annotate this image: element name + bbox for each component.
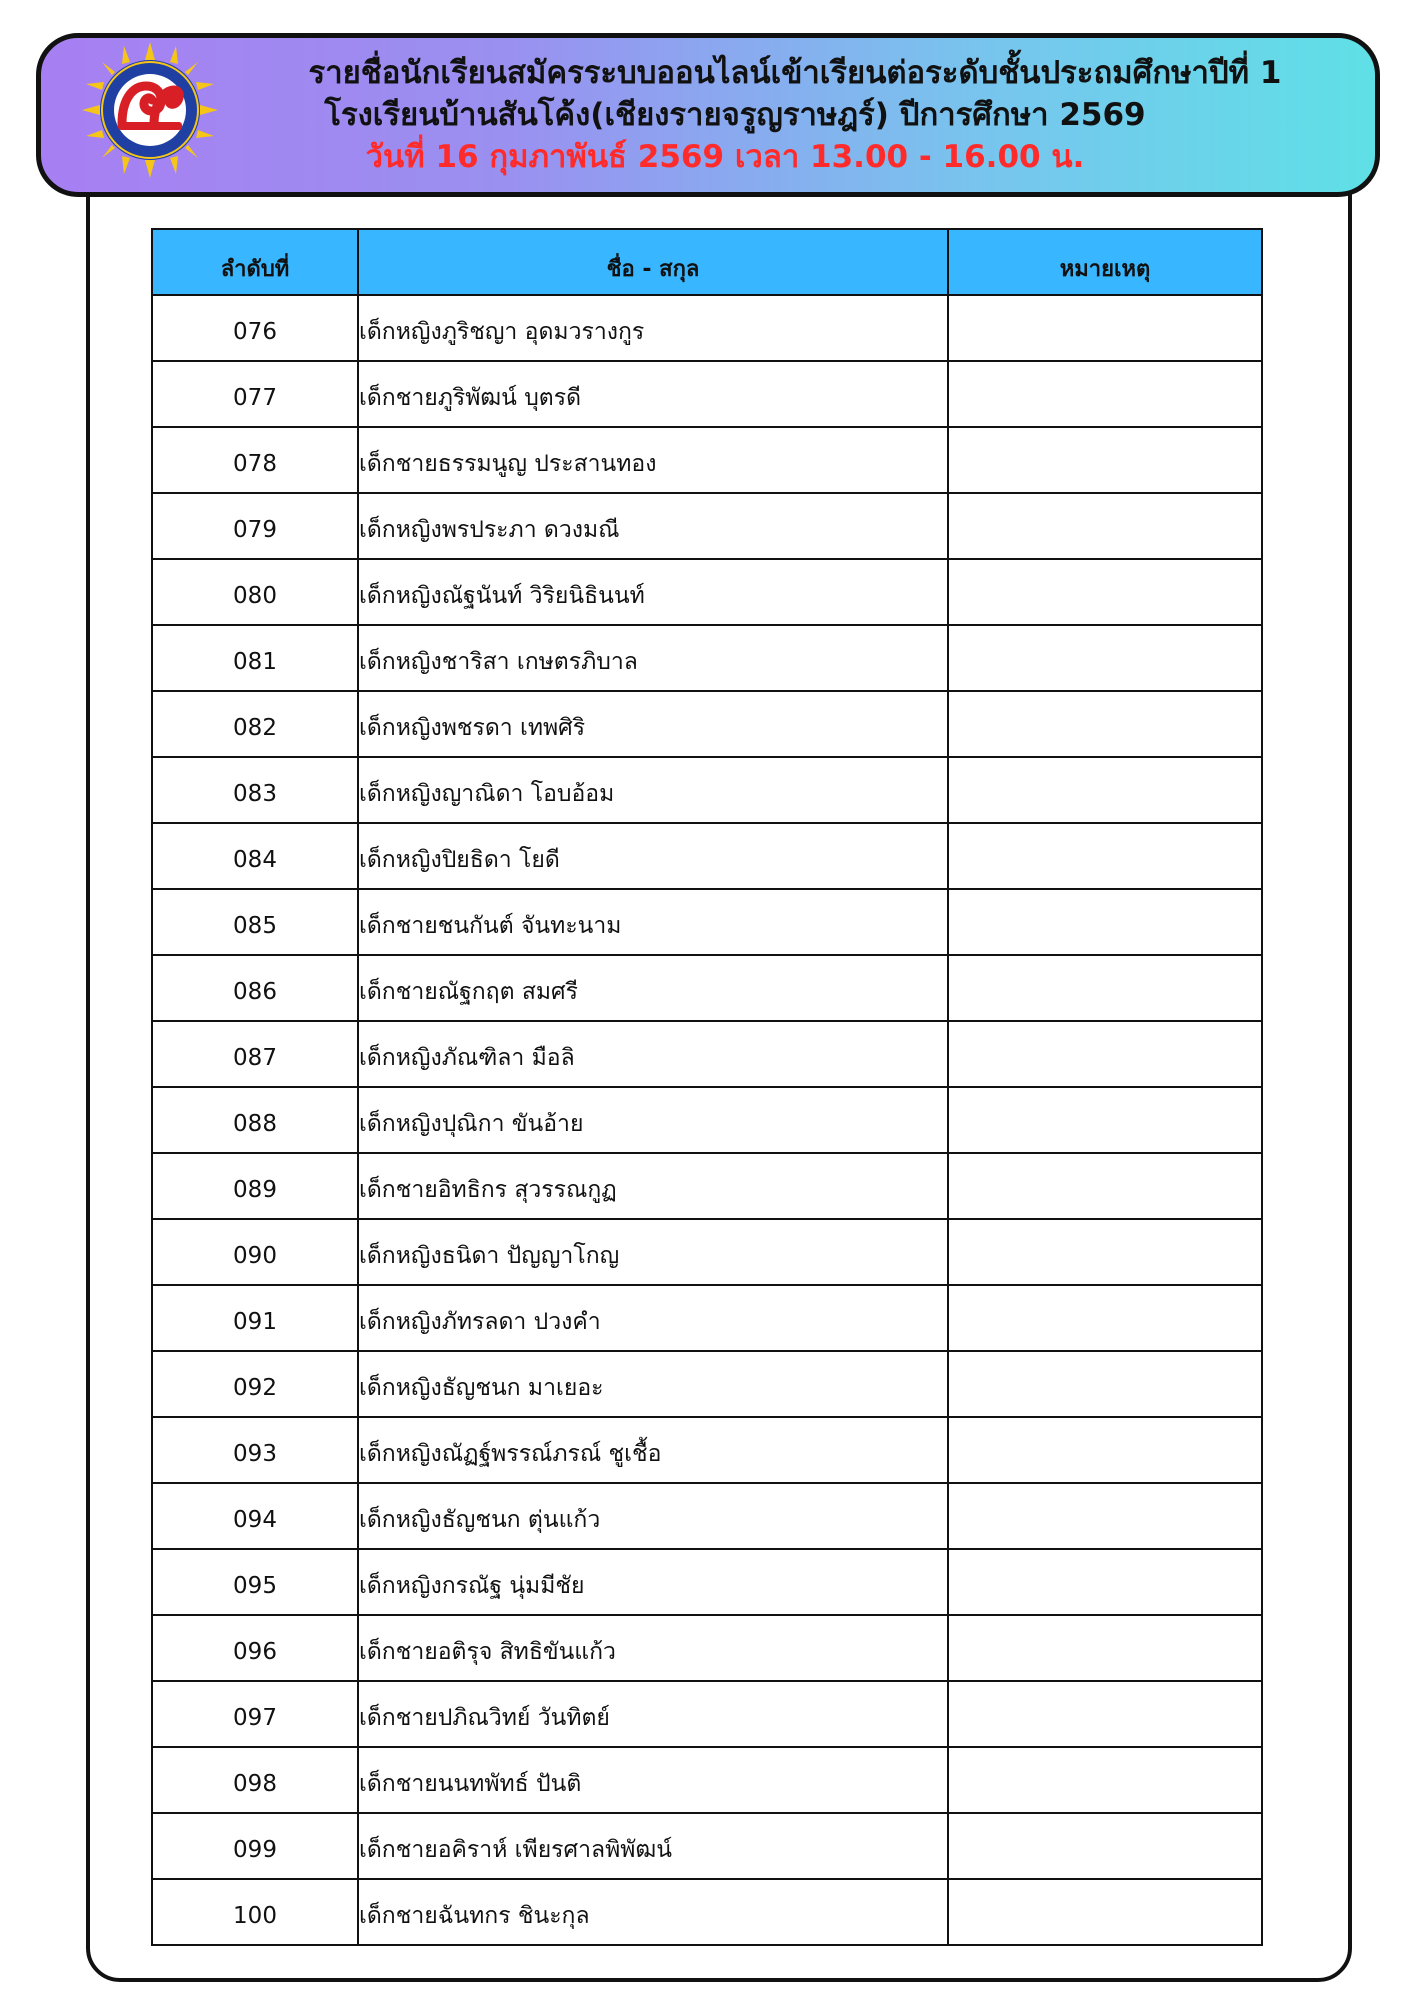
table-row [152,625,1262,691]
row-number: 099 [152,1813,358,1879]
row-note [948,1021,1262,1087]
row-note [948,1747,1262,1813]
student-name: เด็กชายภูริพัฒน์ บุตรดี [358,361,948,427]
row-note [948,361,1262,427]
student-name: เด็กชายธรรมนูญ ประสานทอง [358,427,948,493]
student-name: เด็กหญิงชาริสา เกษตรภิบาล [358,625,948,691]
student-name: เด็กชายชนกันต์ จันทะนาม [358,889,948,955]
row-number: 087 [152,1021,358,1087]
row-note [948,757,1262,823]
table-row [152,1615,1262,1681]
student-name: เด็กหญิงณัฏฐ์พรรณ์ภรณ์ ชูเชื้อ [358,1417,948,1483]
row-number: 080 [152,559,358,625]
table-body [152,295,1262,1945]
table-row [152,295,1262,361]
row-note [948,1285,1262,1351]
row-number: 088 [152,1087,358,1153]
student-name: เด็กหญิงธนิดา ปัญญาโกญ [358,1219,948,1285]
table-row [152,1351,1262,1417]
table-row [152,559,1262,625]
table-row [152,361,1262,427]
table-row [152,1219,1262,1285]
table-row [152,1549,1262,1615]
student-name: เด็กชายฉันทกร ชินะกุล [358,1879,948,1945]
row-note [948,625,1262,691]
row-number: 093 [152,1417,358,1483]
row-note [948,427,1262,493]
row-number: 092 [152,1351,358,1417]
row-number: 081 [152,625,358,691]
row-number: 076 [152,295,358,361]
student-name: เด็กหญิงกรณัฐ นุ่มมีชัย [358,1549,948,1615]
row-note [948,823,1262,889]
student-name: เด็กชายอคิราห์ เพียรศาลพิพัฒน์ [358,1813,948,1879]
row-note [948,295,1262,361]
row-note [948,1549,1262,1615]
student-name: เด็กชายอติรุจ สิทธิขันแก้ว [358,1615,948,1681]
table-row [152,1813,1262,1879]
student-roster-table [151,228,1263,1946]
row-note [948,955,1262,1021]
row-note [948,559,1262,625]
table-row [152,889,1262,955]
student-name: เด็กหญิงพรประภา ดวงมณี [358,493,948,559]
row-number: 095 [152,1549,358,1615]
school-name-line: โรงเรียนบ้านสันโค้ง(เชียงรายจรูญราษฎร์) ปีการศึกษา 2569 [324,97,1146,133]
table-row [152,757,1262,823]
row-note [948,1615,1262,1681]
row-note [948,1153,1262,1219]
row-number: 077 [152,361,358,427]
student-name: เด็กชายอิทธิกร สุวรรณกูฏ [358,1153,948,1219]
student-name: เด็กหญิงภัณฑิลา มือลิ [358,1021,948,1087]
table-row [152,691,1262,757]
table-row [152,1417,1262,1483]
row-note [948,1813,1262,1879]
column-header-note: หมายเหตุ [948,229,1262,295]
row-note [948,1681,1262,1747]
row-number: 089 [152,1153,358,1219]
table-row [152,1087,1262,1153]
row-note [948,889,1262,955]
student-name: เด็กชายปภิณวิทย์ วันทิตย์ [358,1681,948,1747]
student-name: เด็กหญิงปุณิกา ขันอ้าย [358,1087,948,1153]
student-name: เด็กหญิงภัทรลดา ปวงคำ [358,1285,948,1351]
document-title: รายชื่อนักเรียนสมัครระบบออนไลน์เข้าเรียนต่อระดับชั้นประถมศึกษาปีที่ 1 [308,55,1282,91]
student-name: เด็กหญิงณัฐนันท์ วิริยนิธินนท์ [358,559,948,625]
row-number: 094 [152,1483,358,1549]
student-name: เด็กชายนนทพัทธ์ ปันติ [358,1747,948,1813]
row-number: 079 [152,493,358,559]
row-number: 096 [152,1615,358,1681]
row-note [948,1417,1262,1483]
student-name: เด็กชายณัฐกฤต สมศรี [358,955,948,1021]
row-number: 082 [152,691,358,757]
table-row [152,1879,1262,1945]
row-note [948,1087,1262,1153]
row-number: 084 [152,823,358,889]
student-name: เด็กหญิงพชรดา เทพศิริ [358,691,948,757]
student-name: เด็กหญิงธัญชนก มาเยอะ [358,1351,948,1417]
row-note [948,1879,1262,1945]
table-row [152,493,1262,559]
row-number: 098 [152,1747,358,1813]
table-row [152,1747,1262,1813]
column-header-name: ชื่อ - สกุล [358,229,948,295]
title-block [240,52,1350,178]
table-row [152,1021,1262,1087]
row-number: 091 [152,1285,358,1351]
row-number: 078 [152,427,358,493]
row-number: 086 [152,955,358,1021]
table-row [152,1285,1262,1351]
table-row [152,1483,1262,1549]
table-row [152,1153,1262,1219]
row-number: 085 [152,889,358,955]
column-header-number: ลำดับที่ [152,229,358,295]
table-row [152,955,1262,1021]
row-note [948,1351,1262,1417]
table-row [152,427,1262,493]
row-note [948,1219,1262,1285]
row-note [948,493,1262,559]
student-name: เด็กหญิงญาณิดา โอบอ้อม [358,757,948,823]
row-number: 083 [152,757,358,823]
table-row [152,823,1262,889]
date-time-line: วันที่ 16 กุมภาพันธ์ 2569 เวลา 13.00 - 16.00 น. [365,139,1085,175]
table-header-row [152,229,1262,295]
student-name: เด็กหญิงภูริชญา อุดมวรางกูร [358,295,948,361]
row-number: 100 [152,1879,358,1945]
table-row [152,1681,1262,1747]
row-number: 097 [152,1681,358,1747]
row-note [948,691,1262,757]
student-name: เด็กหญิงธัญชนก ตุ่นแก้ว [358,1483,948,1549]
student-name: เด็กหญิงปิยธิดา โยดี [358,823,948,889]
row-number: 090 [152,1219,358,1285]
row-note [948,1483,1262,1549]
